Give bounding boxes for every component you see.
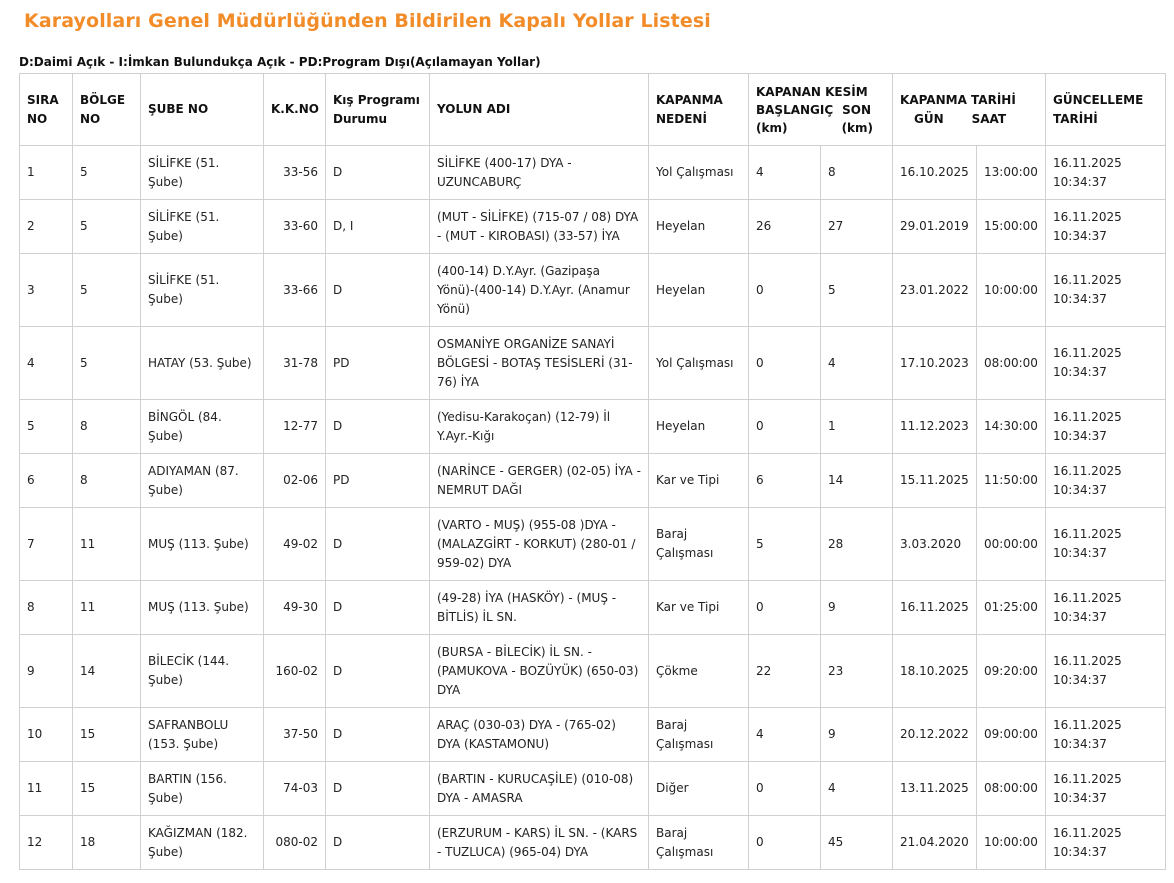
cell-guncelleme: 16.11.2025 10:34:37 <box>1046 146 1166 200</box>
cell-kis-durumu: D <box>326 762 430 816</box>
cell-guncelleme: 16.11.2025 10:34:37 <box>1046 508 1166 581</box>
cell-yolun-adi: (NARİNCE - GERGER) (02-05) İYA - NEMRUT DAĞI <box>430 454 649 508</box>
cell-kk-no: 33-60 <box>264 200 326 254</box>
cell-baslangic-km: 6 <box>749 454 821 508</box>
cell-kapanma-saat: 13:00:00 <box>977 146 1046 200</box>
cell-guncelleme: 16.11.2025 10:34:37 <box>1046 708 1166 762</box>
cell-kk-no: 33-66 <box>264 254 326 327</box>
cell-baslangic-km: 4 <box>749 708 821 762</box>
cell-kapanma-gun: 21.04.2020 <box>893 816 977 870</box>
header-kesim-sub <box>756 101 885 119</box>
cell-yolun-adi: SİLİFKE (400-17) DYA - UZUNCABURÇ <box>430 146 649 200</box>
cell-guncelleme: 16.11.2025 10:34:37 <box>1046 454 1166 508</box>
cell-bolge: 5 <box>73 146 141 200</box>
header-bolge: BÖLGE NO <box>73 74 141 146</box>
cell-kapanma-gun: 13.11.2025 <box>893 762 977 816</box>
header-kis: Kış Programı Durumu <box>326 74 430 146</box>
status-legend: D:Daimi Açık - I:İmkan Bulundukça Açık - PD:Program Dışı(Açılamayan Yollar) <box>19 55 541 69</box>
cell-guncelleme: 16.11.2025 10:34:37 <box>1046 200 1166 254</box>
cell-yolun-adi: (BARTIN - KURUCAŞİLE) (010-08) DYA - AMASRA <box>430 762 649 816</box>
cell-kis-durumu: D <box>326 635 430 708</box>
header-kapanma-tarihi <box>893 74 1046 146</box>
cell-sira: 4 <box>20 327 73 400</box>
cell-kapanma-nedeni: Yol Çalışması <box>649 327 749 400</box>
cell-kk-no: 12-77 <box>264 400 326 454</box>
cell-baslangic-km: 0 <box>749 581 821 635</box>
cell-kapanma-nedeni: Baraj Çalışması <box>649 508 749 581</box>
header-yol: YOLUN ADI <box>430 74 649 146</box>
cell-kapanma-nedeni: Baraj Çalışması <box>649 816 749 870</box>
cell-bolge: 15 <box>73 708 141 762</box>
table-row <box>20 581 1166 635</box>
cell-kk-no: 080-02 <box>264 816 326 870</box>
cell-kapanma-gun: 23.01.2022 <box>893 254 977 327</box>
cell-kis-durumu: PD <box>326 327 430 400</box>
table-row <box>20 327 1166 400</box>
cell-son-km: 4 <box>821 327 893 400</box>
cell-sira: 9 <box>20 635 73 708</box>
cell-kk-no: 49-02 <box>264 508 326 581</box>
cell-kis-durumu: D <box>326 254 430 327</box>
cell-kis-durumu: D <box>326 581 430 635</box>
cell-son-km: 45 <box>821 816 893 870</box>
table-row <box>20 635 1166 708</box>
table-row <box>20 762 1166 816</box>
cell-kapanma-gun: 18.10.2025 <box>893 635 977 708</box>
cell-baslangic-km: 26 <box>749 200 821 254</box>
cell-baslangic-km: 0 <box>749 400 821 454</box>
cell-kapanma-gun: 17.10.2023 <box>893 327 977 400</box>
page-title: Karayolları Genel Müdürlüğünden Bildirilen Kapalı Yollar Listesi <box>24 10 711 32</box>
cell-kapanma-gun: 29.01.2019 <box>893 200 977 254</box>
cell-son-km: 23 <box>821 635 893 708</box>
cell-kis-durumu: D, I <box>326 200 430 254</box>
cell-kapanma-nedeni: Heyelan <box>649 254 749 327</box>
cell-sube: BİNGÖL (84. Şube) <box>141 400 264 454</box>
cell-kapanma-nedeni: Heyelan <box>649 400 749 454</box>
cell-sube: ADIYAMAN (87. Şube) <box>141 454 264 508</box>
cell-son-km: 8 <box>821 146 893 200</box>
header-guncelleme: GÜNCELLEME TARİHİ <box>1046 74 1166 146</box>
cell-son-km: 1 <box>821 400 893 454</box>
cell-kk-no: 74-03 <box>264 762 326 816</box>
cell-kis-durumu: D <box>326 816 430 870</box>
cell-son-km: 28 <box>821 508 893 581</box>
cell-yolun-adi: (Yedisu-Karakoçan) (12-79) İl Y.Ayr.-Kığı <box>430 400 649 454</box>
cell-kis-durumu: D <box>326 146 430 200</box>
cell-kapanma-nedeni: Heyelan <box>649 200 749 254</box>
cell-baslangic-km: 0 <box>749 816 821 870</box>
cell-yolun-adi: OSMANİYE ORGANİZE SANAYİ BÖLGESİ - BOTAŞ TESİSLERİ (31-76) İYA <box>430 327 649 400</box>
cell-yolun-adi: (ERZURUM - KARS) İL SN. - (KARS - TUZLUCA) (965-04) DYA <box>430 816 649 870</box>
cell-guncelleme: 16.11.2025 10:34:37 <box>1046 254 1166 327</box>
cell-yolun-adi: (MUT - SİLİFKE) (715-07 / 08) DYA - (MUT - KIROBASI) (33-57) İYA <box>430 200 649 254</box>
header-gun: GÜN <box>913 111 944 126</box>
cell-sira: 8 <box>20 581 73 635</box>
cell-kapanma-gun: 16.10.2025 <box>893 146 977 200</box>
cell-kapanma-gun: 11.12.2023 <box>893 400 977 454</box>
table-row <box>20 200 1166 254</box>
cell-sube: MUŞ (113. Şube) <box>141 508 264 581</box>
cell-kis-durumu: D <box>326 400 430 454</box>
header-sira: SIRA NO <box>20 74 73 146</box>
cell-guncelleme: 16.11.2025 10:34:37 <box>1046 762 1166 816</box>
cell-baslangic-km: 5 <box>749 508 821 581</box>
cell-son-km: 9 <box>821 708 893 762</box>
cell-kk-no: 49-30 <box>264 581 326 635</box>
cell-baslangic-km: 0 <box>749 327 821 400</box>
cell-baslangic-km: 0 <box>749 762 821 816</box>
cell-bolge: 5 <box>73 327 141 400</box>
cell-guncelleme: 16.11.2025 10:34:37 <box>1046 635 1166 708</box>
header-baslangic: BAŞLANGIÇ <box>756 102 834 117</box>
header-son: SON <box>842 102 872 117</box>
cell-sube: SİLİFKE (51. Şube) <box>141 200 264 254</box>
table-header-row <box>20 74 1166 146</box>
header-saat: SAAT <box>971 111 1007 126</box>
cell-guncelleme: 16.11.2025 10:34:37 <box>1046 327 1166 400</box>
header-neden: KAPANMA NEDENİ <box>649 74 749 146</box>
header-tarih-sub <box>900 110 1038 129</box>
cell-kapanma-saat: 10:00:00 <box>977 254 1046 327</box>
cell-sube: BARTIN (156. Şube) <box>141 762 264 816</box>
cell-bolge: 11 <box>73 508 141 581</box>
table-row <box>20 816 1166 870</box>
cell-sira: 2 <box>20 200 73 254</box>
cell-kk-no: 160-02 <box>264 635 326 708</box>
cell-yolun-adi: (BURSA - BİLECİK) İL SN. - (PAMUKOVA - BOZÜYÜK) (650-03) DYA <box>430 635 649 708</box>
header-kapanan-kesim <box>749 74 893 146</box>
cell-kapanma-nedeni: Çökme <box>649 635 749 708</box>
cell-kapanma-saat: 14:30:00 <box>977 400 1046 454</box>
cell-kis-durumu: D <box>326 508 430 581</box>
cell-baslangic-km: 0 <box>749 254 821 327</box>
cell-son-km: 9 <box>821 581 893 635</box>
cell-yolun-adi: ARAÇ (030-03) DYA - (765-02) DYA (KASTAMONU) <box>430 708 649 762</box>
cell-bolge: 11 <box>73 581 141 635</box>
cell-kis-durumu: PD <box>326 454 430 508</box>
cell-son-km: 4 <box>821 762 893 816</box>
cell-kapanma-saat: 10:00:00 <box>977 816 1046 870</box>
cell-son-km: 5 <box>821 254 893 327</box>
cell-kapanma-nedeni: Baraj Çalışması <box>649 708 749 762</box>
cell-kapanma-saat: 08:00:00 <box>977 762 1046 816</box>
cell-bolge: 18 <box>73 816 141 870</box>
cell-guncelleme: 16.11.2025 10:34:37 <box>1046 816 1166 870</box>
cell-kk-no: 33-56 <box>264 146 326 200</box>
cell-bolge: 8 <box>73 400 141 454</box>
cell-kapanma-saat: 01:25:00 <box>977 581 1046 635</box>
table-row <box>20 708 1166 762</box>
cell-baslangic-km: 22 <box>749 635 821 708</box>
cell-sube: SİLİFKE (51. Şube) <box>141 146 264 200</box>
cell-kapanma-saat: 00:00:00 <box>977 508 1046 581</box>
cell-sube: KAĞIZMAN (182. Şube) <box>141 816 264 870</box>
header-kesim-title: KAPANAN KESİM <box>756 84 868 99</box>
cell-yolun-adi: (49-28) İYA (HASKÖY) - (MUŞ - BİTLİS) İL SN. <box>430 581 649 635</box>
cell-kis-durumu: D <box>326 708 430 762</box>
header-tarih-title: KAPANMA TARİHİ <box>900 92 1016 107</box>
cell-kapanma-gun: 20.12.2022 <box>893 708 977 762</box>
table-row <box>20 146 1166 200</box>
cell-yolun-adi: (400-14) D.Y.Ayr. (Gazipaşa Yönü)-(400-14) D.Y.Ayr. (Anamur Yönü) <box>430 254 649 327</box>
cell-sira: 6 <box>20 454 73 508</box>
cell-sira: 1 <box>20 146 73 200</box>
cell-sira: 11 <box>20 762 73 816</box>
cell-kapanma-saat: 09:00:00 <box>977 708 1046 762</box>
cell-kapanma-nedeni: Yol Çalışması <box>649 146 749 200</box>
cell-bolge: 5 <box>73 254 141 327</box>
cell-kapanma-nedeni: Kar ve Tipi <box>649 454 749 508</box>
cell-kk-no: 02-06 <box>264 454 326 508</box>
cell-kapanma-gun: 3.03.2020 <box>893 508 977 581</box>
cell-bolge: 15 <box>73 762 141 816</box>
cell-kk-no: 37-50 <box>264 708 326 762</box>
cell-sira: 12 <box>20 816 73 870</box>
cell-sube: BİLECİK (144. Şube) <box>141 635 264 708</box>
cell-sube: SAFRANBOLU (153. Şube) <box>141 708 264 762</box>
cell-son-km: 14 <box>821 454 893 508</box>
table-row <box>20 508 1166 581</box>
cell-kapanma-saat: 11:50:00 <box>977 454 1046 508</box>
cell-sira: 7 <box>20 508 73 581</box>
cell-sira: 3 <box>20 254 73 327</box>
cell-sube: HATAY (53. Şube) <box>141 327 264 400</box>
cell-bolge: 14 <box>73 635 141 708</box>
cell-kapanma-gun: 15.11.2025 <box>893 454 977 508</box>
table-row <box>20 400 1166 454</box>
cell-guncelleme: 16.11.2025 10:34:37 <box>1046 581 1166 635</box>
header-km-end: (km) <box>841 120 874 135</box>
cell-kapanma-saat: 08:00:00 <box>977 327 1046 400</box>
cell-kapanma-nedeni: Diğer <box>649 762 749 816</box>
table-row <box>20 254 1166 327</box>
cell-bolge: 5 <box>73 200 141 254</box>
header-kk: K.K.NO <box>264 74 326 146</box>
cell-baslangic-km: 4 <box>749 146 821 200</box>
cell-bolge: 8 <box>73 454 141 508</box>
cell-kapanma-saat: 15:00:00 <box>977 200 1046 254</box>
closed-roads-table <box>19 73 1166 870</box>
cell-sube: MUŞ (113. Şube) <box>141 581 264 635</box>
header-km-row <box>756 119 885 137</box>
cell-kapanma-saat: 09:20:00 <box>977 635 1046 708</box>
cell-sube: SİLİFKE (51. Şube) <box>141 254 264 327</box>
cell-kk-no: 31-78 <box>264 327 326 400</box>
table-row <box>20 454 1166 508</box>
cell-sira: 10 <box>20 708 73 762</box>
cell-guncelleme: 16.11.2025 10:34:37 <box>1046 400 1166 454</box>
cell-sira: 5 <box>20 400 73 454</box>
header-km-start: (km) <box>756 120 788 135</box>
cell-kapanma-gun: 16.11.2025 <box>893 581 977 635</box>
cell-kapanma-nedeni: Kar ve Tipi <box>649 581 749 635</box>
cell-son-km: 27 <box>821 200 893 254</box>
cell-yolun-adi: (VARTO - MUŞ) (955-08 )DYA - (MALAZGİRT - KORKUT) (280-01 / 959-02) DYA <box>430 508 649 581</box>
header-sube: ŞUBE NO <box>141 74 264 146</box>
